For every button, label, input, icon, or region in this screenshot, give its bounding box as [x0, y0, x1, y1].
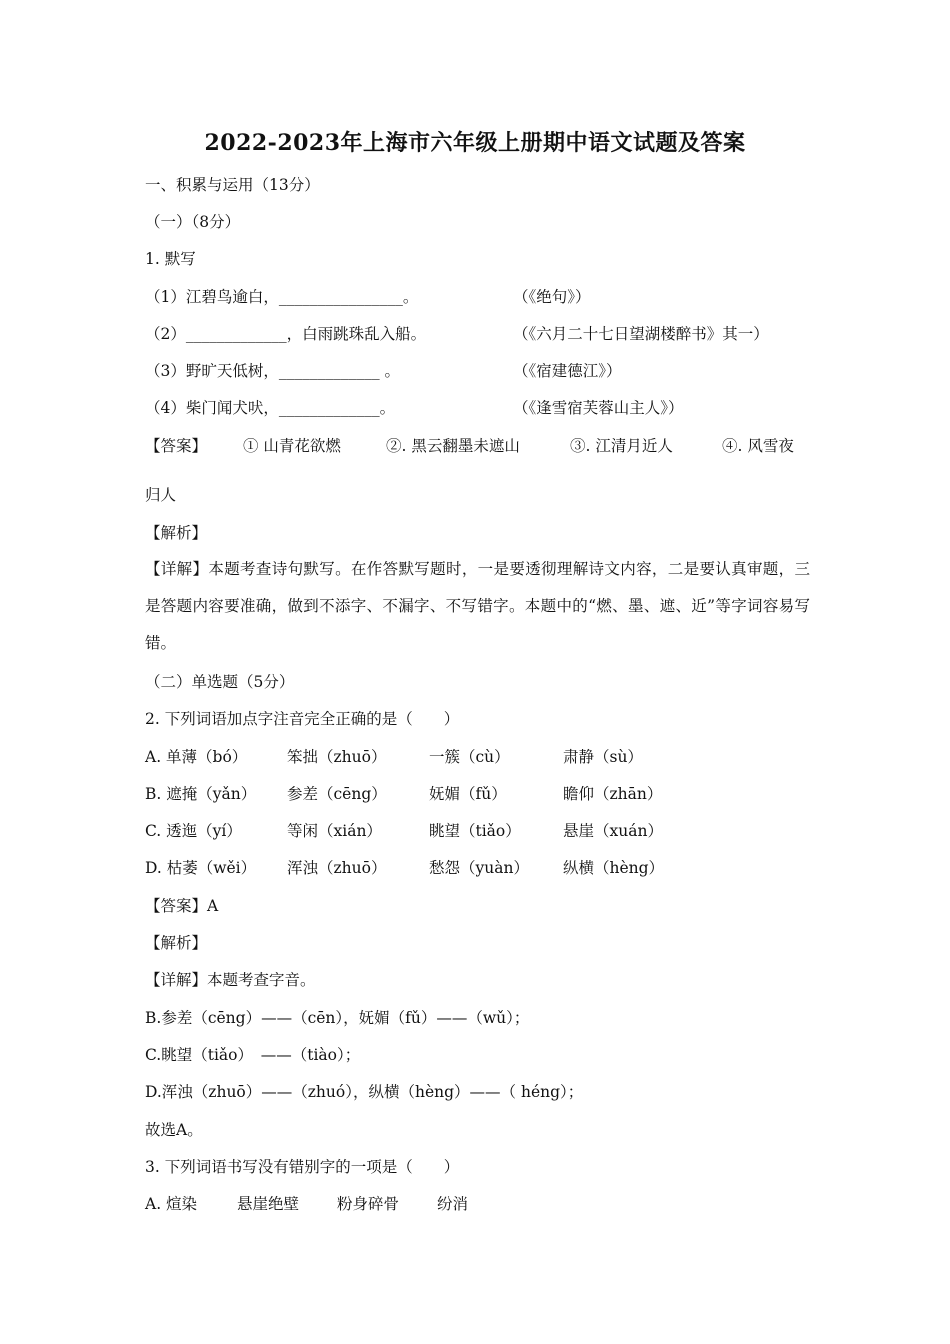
q1-item-2-source: （《六月二十七日望湖楼醉书》其一）	[513, 325, 769, 343]
subsection-heading: （一）（8分）	[145, 213, 241, 231]
q2-note-d: D.浑浊（zhuō）——（zhuó），纵横（hèng）——（ héng）；	[145, 1083, 584, 1101]
q2-option-a-2: 笨拙（zhuō）	[287, 748, 387, 766]
q2-option-a-4: 肃静（sù）	[563, 748, 643, 766]
q1-item-4-source: （《逢雪宿芙蓉山主人》）	[513, 399, 684, 417]
q2-option-a-1: A. 单薄（bó）	[145, 748, 248, 766]
answer-2: ②. 黑云翻墨未遮山	[386, 437, 520, 455]
analysis-label: 【解析】	[145, 524, 208, 542]
q2-analysis-label: 【解析】	[145, 934, 208, 952]
q1-item-2: （2）_____________，白雨跳珠乱入船。	[145, 325, 427, 343]
q3-option-a-2: 悬崖绝壁	[237, 1195, 300, 1213]
q2-option-c-4: 悬崖（xuán）	[563, 822, 663, 840]
answer-1: ① 山青花欲燃	[243, 437, 341, 455]
q1-item-4: （4）柴门闻犬吠，_____________。	[145, 399, 396, 417]
page-title: 2022-2023年上海市六年级上册期中语文试题及答案	[204, 130, 746, 156]
q2-option-d-2: 浑浊（zhuō）	[287, 859, 387, 877]
q2-option-b-4: 瞻仰（zhān）	[563, 785, 663, 803]
q1-item-1: （1）江碧鸟逾白，________________。	[145, 288, 419, 306]
answer-4: ④. 风雪夜	[722, 437, 794, 455]
q2-option-d-1: D. 枯萎（wěi）	[145, 859, 257, 877]
answer-label: 【答案】	[145, 437, 208, 455]
q1-item-3: （3）野旷天低树，_____________ 。	[145, 362, 401, 380]
q2-option-c-1: C. 透迤（yí）	[145, 822, 242, 840]
q2-option-b-1: B. 遮掩（yǎn）	[145, 785, 257, 803]
q3-option-a-1: A. 煊染	[145, 1195, 198, 1213]
detail-paragraph: 【详解】本题考查诗句默写。在作答默写题时，一是要透彻理解诗文内容，二是要认真审题，三是答题内容要准确，做到不添字、不漏字、不写错字。本题中的“燃、墨、遮、近”等字词容易写错。	[145, 560, 810, 652]
q2-option-c-2: 等闲（xián）	[287, 822, 382, 840]
q1-item-1-source: （《绝句》）	[513, 288, 591, 306]
q2-answer: 【答案】A	[145, 897, 219, 915]
q2-note-b: B.参差（cēng）——（cēn），妩媚（fǔ）——（wǔ）；	[145, 1009, 530, 1027]
question-2-stem: 2. 下列词语加点字注音完全正确的是（ ）	[145, 710, 460, 728]
section-heading: 一、积累与运用（13分）	[145, 176, 320, 194]
answer-continuation: 归人	[145, 486, 177, 504]
q1-item-3-source: （《宿建德江》）	[513, 362, 622, 380]
q2-option-c-3: 眺望（tiǎo）	[429, 822, 521, 840]
question-1-label: 1. 默写	[145, 250, 196, 268]
q2-note-c: C.眺望（tiǎo） ——（tiào）；	[145, 1046, 361, 1064]
q3-option-a-4: 纷消	[437, 1195, 469, 1213]
question-3-stem: 3. 下列词语书写没有错别字的一项是（ ）	[145, 1158, 460, 1176]
q2-conclusion: 故选A。	[145, 1121, 203, 1139]
q2-option-d-3: 愁怨（yuàn）	[429, 859, 529, 877]
q3-option-a-3: 粉身碎骨	[337, 1195, 400, 1213]
subsection-heading-2: （二）单选题（5分）	[145, 673, 295, 691]
q2-option-a-3: 一簇（cù）	[429, 748, 510, 766]
answer-3: ③. 江清月近人	[570, 437, 673, 455]
q2-detail: 【详解】本题考查字音。	[145, 971, 316, 989]
q2-option-b-2: 参差（cēng）	[287, 785, 387, 803]
q2-option-d-4: 纵横（hèng）	[563, 859, 665, 877]
q2-option-b-3: 妩媚（fǔ）	[429, 785, 507, 803]
